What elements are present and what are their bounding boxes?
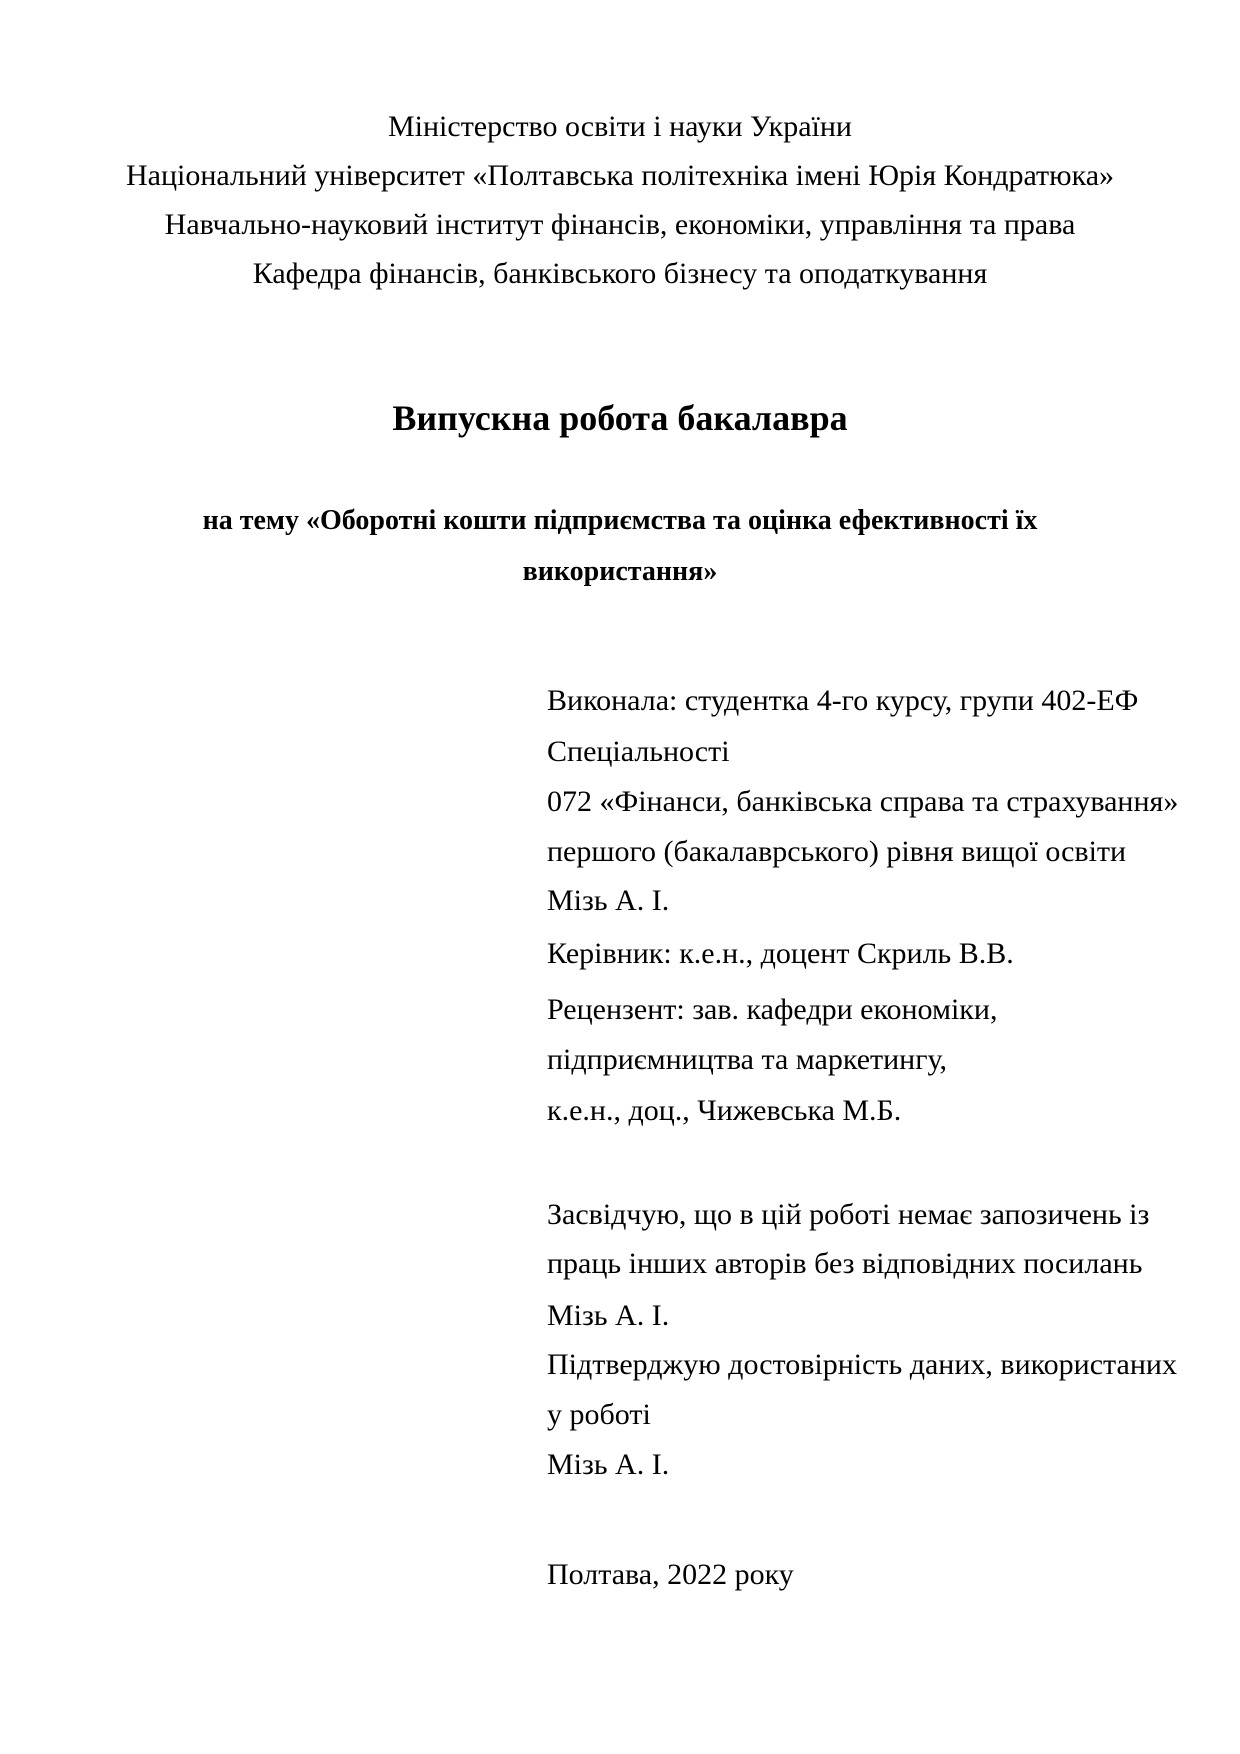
institute-line: Навчально-науковий інститут фінансів, економіки, управління та права xyxy=(164,208,1076,241)
declaration-line: Підтверджую достовірність даних, використаних xyxy=(547,1348,1177,1381)
ministry-line: Міністерство освіти і науки України xyxy=(387,110,852,143)
declaration-line: Засвідчую, що в цій роботі немає запозичень із xyxy=(547,1198,1150,1231)
declaration-line: Мізь А. І. xyxy=(547,1448,670,1481)
author-line: 072 «Фінанси, банківська справа та страхування» xyxy=(547,785,1179,818)
author-line: Керівник: к.е.н., доцент Скриль В.В. xyxy=(547,937,1014,970)
topic-line-2: використання» xyxy=(522,556,718,587)
author-line: Рецензент: зав. кафедри економіки, xyxy=(547,993,998,1026)
place-and-year: Полтава, 2022 року xyxy=(547,1558,794,1591)
document-title: Випускна робота бакалавра xyxy=(392,398,848,438)
author-line: Виконала: студентка 4-го курсу, групи 402-ЕФ xyxy=(547,684,1139,717)
author-line: Мізь А. І. xyxy=(547,884,670,917)
declaration-line: у роботі xyxy=(547,1398,651,1431)
declaration-line: Мізь А. І. xyxy=(547,1299,670,1332)
department-line: Кафедра фінансів, банківського бізнесу та оподаткування xyxy=(252,257,988,290)
author-line: першого (бакалаврського) рівня вищої освіти xyxy=(547,835,1127,868)
author-line: к.е.н., доц., Чижевська М.Б. xyxy=(547,1094,902,1127)
university-line: Національний університет «Полтавська політехніка імені Юрія Кондратюка» xyxy=(125,159,1115,192)
author-line: Спеціальності xyxy=(547,735,730,768)
declaration-line: праць інших авторів без відповідних посилань xyxy=(547,1247,1143,1280)
author-line: підприємництва та маркетингу, xyxy=(547,1043,948,1076)
topic-line-1: на тему «Оборотні кошти підприємства та оцінка ефективності їх xyxy=(202,505,1038,536)
